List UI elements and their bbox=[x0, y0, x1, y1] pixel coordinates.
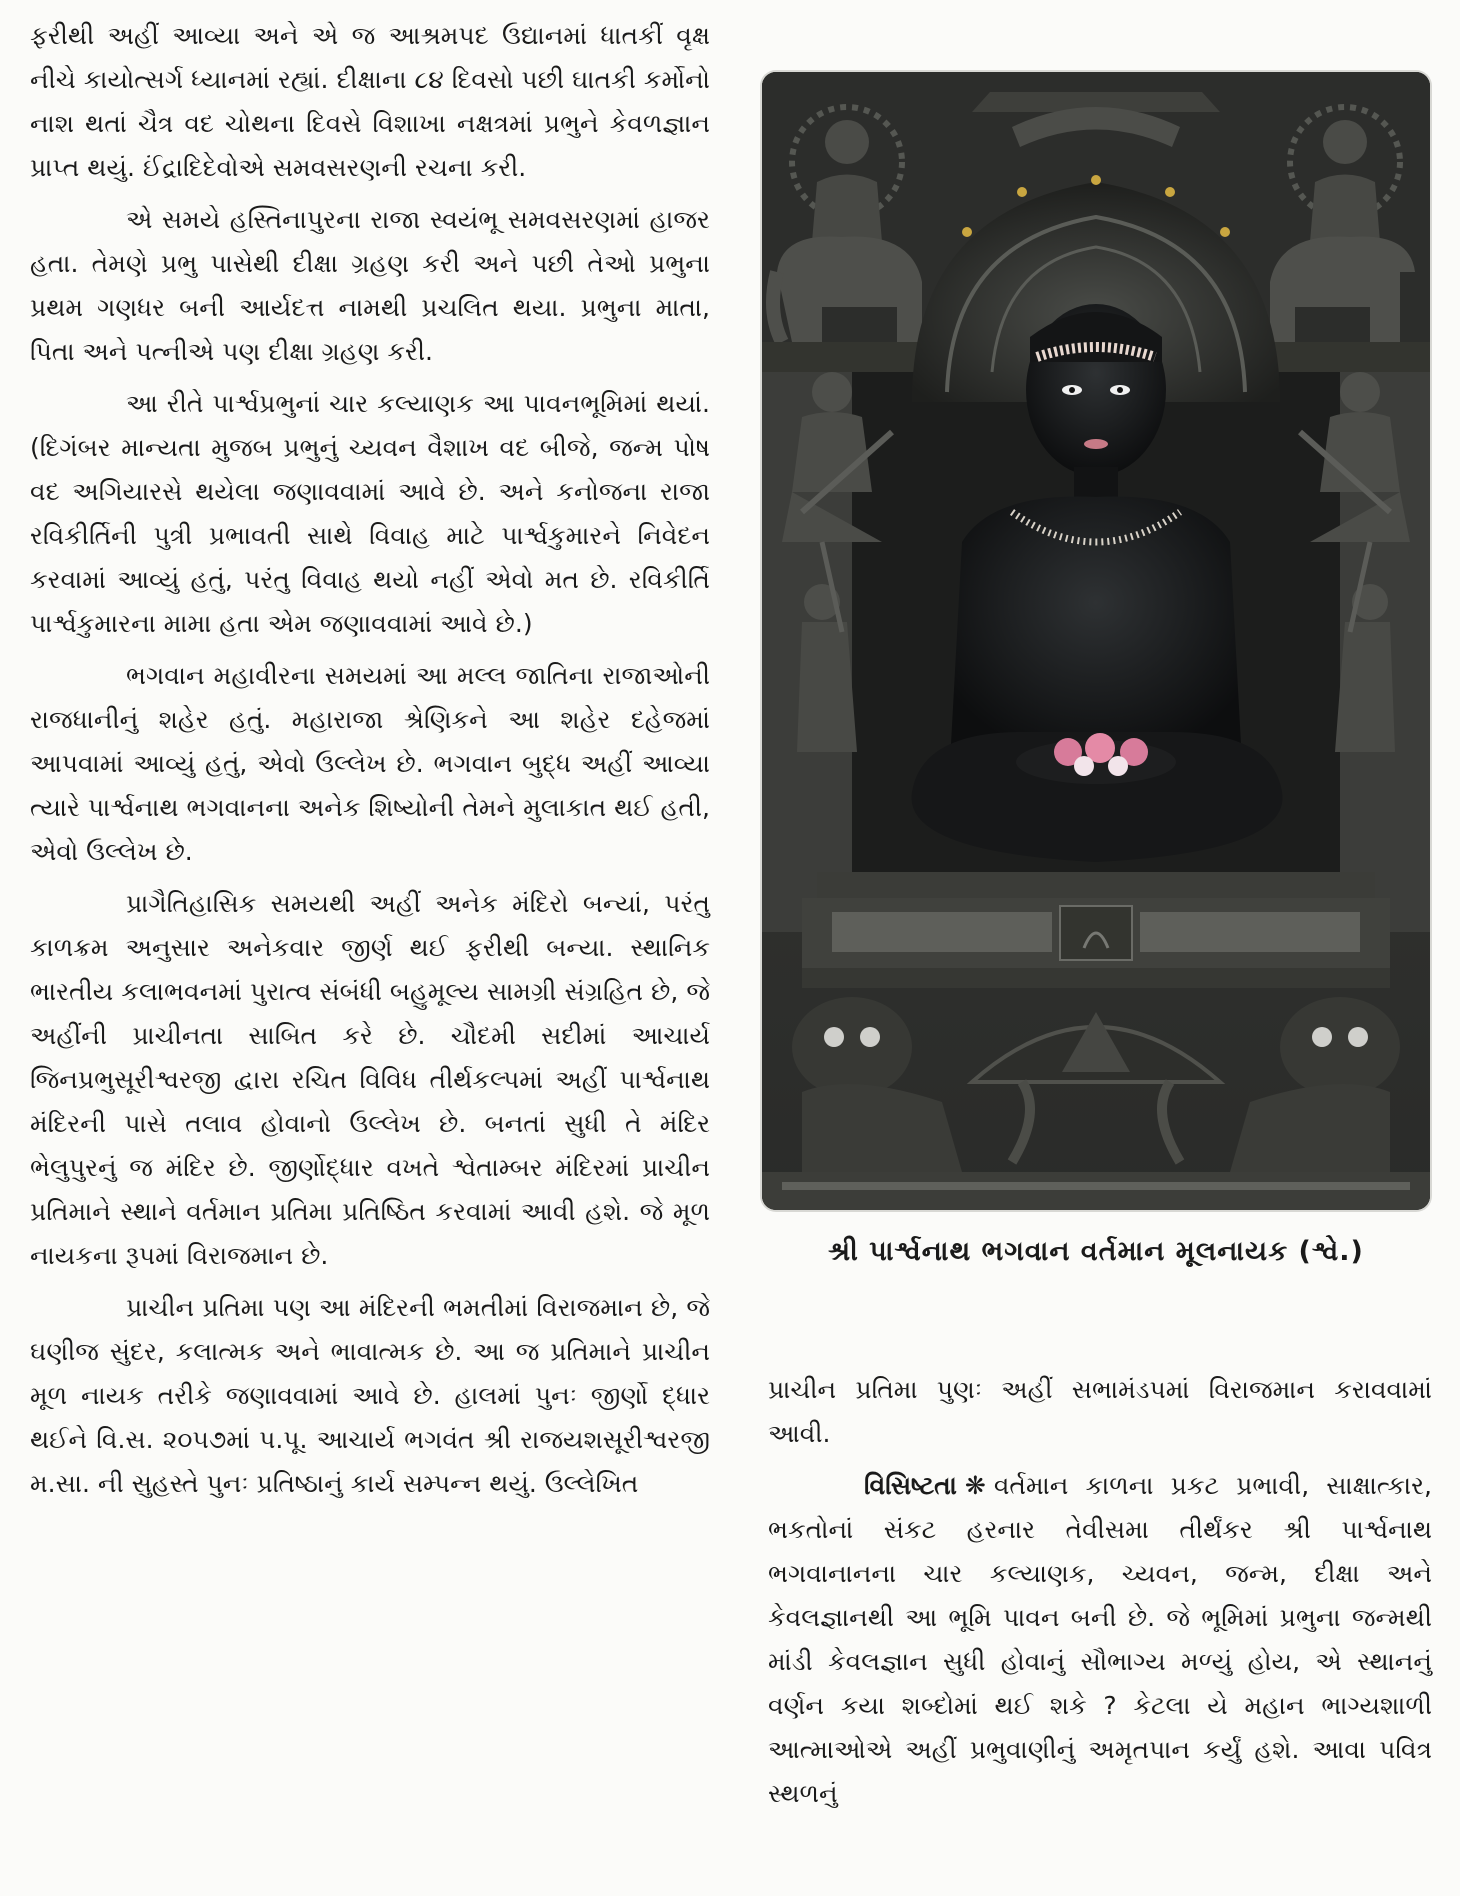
asterisk-flower-icon: ❋ bbox=[964, 1471, 986, 1500]
paragraph: ફરીથી અહીં આવ્યા અને એ જ આશ્રમપદ ઉદ્યાનમાં ધાતકીં વૃક્ષ નીચે કાયોત્સર્ગ ધ્યાનમાં રહ્યાં. દીક્ષાના ૮૪ દિવસો પછી ઘાતકી કર્મોનો નાશ થતાં ચૈત્ર વદ ચોથના દિવસે વિશાખા નક્ષત્રમાં પ્રભુને કેવળજ્ઞાન પ્રાપ્ત થયું. ઈંદ્રાદિદેવોએ સમવસરણની રચના કરી. bbox=[30, 21, 710, 182]
section-text: વર્તમાન કાળના પ્રકટ પ્રભાવી, સાક્ષાત્કાર, ભકતોનાં સંકટ હરનાર તેવીસમા તીર્થંકર શ્રી પાર્શ્વનાથ ભગવાનાનના ચાર કલ્યાણક, ચ્યવન, જન્મ, દીક્ષા અને કેવલજ્ઞાનથી આ ભૂમિ પાવન બની છે. જે ભૂમિમાં પ્રભુના જન્મથી માંડી કેવલજ્ઞાન સુધી હોવાનું સૌભાગ્ય મળ્યું હોય, એ સ્થાનનું વર્ણન કયા શબ્દોમાં થઈ શકે ? કેટલા યે મહાન ભાગ્યશાળી આત્માઓએ અહીં પ્રભુવાણીનું અમૃતપાન કર્યું હશે. આવા પવિત્ર સ્થળનું bbox=[768, 1471, 1432, 1808]
paragraph: પ્રાચીન પ્રતિમા પણ આ મંદિરની ભમતીમાં વિરાજમાન છે, જે ઘણીજ સુંદર, કલાત્મક અને ભાવાત્મક છે. આ જ પ્રતિમાને પ્રાચીન મૂળ નાયક તરીકે જણાવવામાં આવે છે. હાલમાં પુનઃ જીર્ણો દ્ધાર થઈને વિ.સ. ૨૦૫૭માં પ.પૂ. આચાર્ય ભગવંત શ્રી રાજયશસૂરીશ્વરજી મ.સા. ની સુહસ્તે પુનઃ પ્રતિષ્ઠાનું કાર્ય સમ્પન્ન થયું. ઉલ્લેખિત bbox=[30, 1293, 710, 1498]
paragraph: ભગવાન મહાવીરના સમયમાં આ મલ્લ જાતિના રાજાઓની રાજધાનીનું શહેર હતું. મહારાજા શ્રેણિકને આ શહેર દહેજમાં આપવામાં આવ્યું હતું, એવો ઉલ્લેખ છે. ભગવાન બુદ્ધ અહીં આવ્યા ત્યારે પાર્શ્વનાથ ભગવાનના અનેક શિષ્યોની તેમને મુલાકાત થઈ હતી, એવો ઉલ્લેખ છે. bbox=[30, 661, 710, 866]
paragraph: પ્રાચીન પ્રતિમા પુણઃ અહીં સભામંડપમાં વિરાજમાન કરાવવામાં આવી. bbox=[768, 1375, 1432, 1448]
specialty-paragraph bbox=[768, 1464, 1432, 1816]
section-heading: વિસિષ્ટતા bbox=[864, 1471, 957, 1500]
paragraph: આ રીતે પાર્શ્વપ્રભુનાં ચાર કલ્યાણક આ પાવનભૂમિમાં થયાં. (દિગંબર માન્યતા મુજબ પ્રભુનું ચ્યવન વૈશાખ વદ બીજે, જન્મ પોષ વદ અગિયારસે થયેલા જણાવવામાં આવે છે. અને કનોજના રાજા રવિકીર્તિની પુત્રી પ્રભાવતી સાથે વિવાહ માટે પાર્શ્વકુમારને નિવેદન કરવામાં આવ્યું હતું, પરંતુ વિવાહ થયો નહીં એવો મત છે. રવિકીર્તિ પાર્શ્વકુમારના મામા હતા એમ જણાવવામાં આવે છે.) bbox=[30, 389, 710, 638]
right-text-column bbox=[768, 1368, 1432, 1824]
idol-photograph bbox=[762, 72, 1430, 1210]
figure-caption: શ્રી પાર્શ્વનાથ ભગવાન વર્તમાન મૂલનાયક (શ્વે.) bbox=[828, 1236, 1364, 1267]
left-text-column bbox=[30, 14, 710, 1514]
paragraph: એ સમયે હસ્તિનાપુરના રાજા સ્વયંભૂ સમવસરણમાં હાજર હતા. તેમણે પ્રભુ પાસેથી દીક્ષા ગ્રહણ કરી અને પછી તેઓ પ્રભુના પ્રથમ ગણધર બની આર્યદત્ત નામથી પ્રચલિત થયા. પ્રભુના માતા, પિતા અને પત્નીએ પણ દીક્ષા ગ્રહણ કરી. bbox=[30, 205, 710, 366]
parshvanath-idol-illustration bbox=[762, 72, 1430, 1210]
paragraph: પ્રાગૈતિહાસિક સમયથી અહીં અનેક મંદિરો બન્યાં, પરંતુ કાળક્રમ અનુસાર અનેકવાર જીર્ણ થઈ ફરીથી બન્યા. સ્થાનિક ભારતીય કલાભવનમાં પુરાત્વ સંબંધી બહુમૂલ્ય સામગ્રી સંગ્રહિત છે, જે અહીંની પ્રાચીનતા સાબિત કરે છે. ચૌદમી સદીમાં આચાર્ય જિનપ્રભુસૂરીશ્વરજી દ્વારા રચિત વિવિધ તીર્થકલ્પમાં અહીં પાર્શ્વનાથ મંદિરની પાસે તલાવ હોવાનો ઉલ્લેખ છે. બનતાં સુધી તે મંદિર ભેલુપુરનું જ મંદિર છે. જીર્ણોદ્ધાર વખતે શ્વેતામ્બર મંદિરમાં પ્રાચીન પ્રતિમાને સ્થાને વર્તમાન પ્રતિમા પ્રતિષ્ઠિત કરવામાં આવી હશે. જે મૂળ નાયકના રૂપમાં વિરાજમાન છે. bbox=[30, 889, 710, 1270]
